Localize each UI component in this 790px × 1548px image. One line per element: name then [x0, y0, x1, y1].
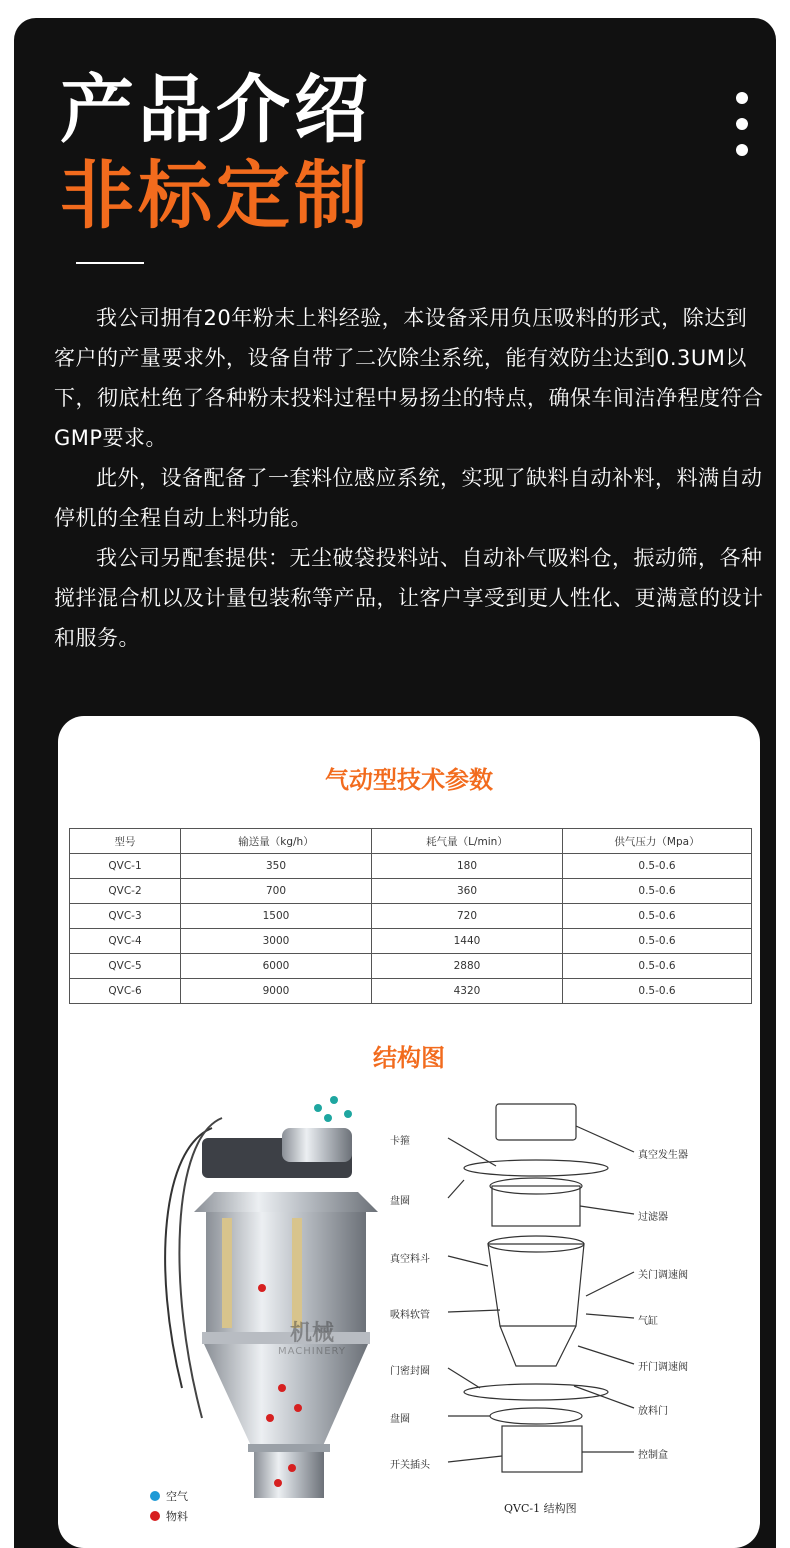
- table-cell: 0.5-0.6: [563, 979, 752, 1004]
- more-menu-icon[interactable]: [736, 92, 752, 170]
- table-cell: 350: [181, 854, 372, 879]
- table-cell: QVC-2: [70, 879, 181, 904]
- table-cell: 0.5-0.6: [563, 879, 752, 904]
- table-cell: 0.5-0.6: [563, 854, 752, 879]
- table-row: [70, 854, 752, 879]
- diagram-label-left: 吸料软管: [390, 1310, 430, 1321]
- table-cell: 720: [372, 904, 563, 929]
- dark-panel: [14, 18, 776, 1548]
- table-row: [70, 904, 752, 929]
- intro-paragraph: 此外，设备配备了一套料位感应系统，实现了缺料自动补料，料满自动停机的全程自动上料功能。: [54, 466, 763, 530]
- table-row: [70, 979, 752, 1004]
- diagram-label-left: 开关插头: [390, 1460, 430, 1471]
- intro-paragraph: 我公司拥有20年粉末上料经验，本设备采用负压吸料的形式，除达到客户的产量要求外，设备自带了二次除尘系统，能有效防尘达到0.3UM以下，彻底杜绝了各种粉末投料过程中易扬尘的特点，确保车间洁净程度符合GMP要求。: [54, 306, 764, 450]
- table-cell: 700: [181, 879, 372, 904]
- spec-card: [58, 716, 760, 1548]
- diagram-label-right: 真空发生器: [638, 1150, 688, 1161]
- legend-air: 空气: [150, 1488, 188, 1504]
- diagram-label-left: 卡箍: [390, 1136, 410, 1147]
- title-divider: [76, 262, 144, 264]
- table-cell: 1440: [372, 929, 563, 954]
- diagram-label-right: 过滤器: [638, 1212, 668, 1223]
- intro-paragraph: 我公司另配套提供：无尘破袋投料站、自动补气吸料仓，振动筛，各种搅拌混合机以及计量包装称等产品，让客户享受到更人性化、更满意的设计和服务。: [54, 546, 764, 650]
- diagram-label-right: 控制盒: [638, 1450, 668, 1461]
- column-header: 供气压力（Mpa）: [563, 829, 752, 854]
- diagram-label-left: 真空料斗: [390, 1254, 430, 1265]
- table-cell: 9000: [181, 979, 372, 1004]
- table-cell: 3000: [181, 929, 372, 954]
- table-header-row: [70, 829, 752, 854]
- table-cell: QVC-5: [70, 954, 181, 979]
- structure-diagram: [388, 1096, 718, 1546]
- page-subtitle: 非标定制: [60, 153, 372, 239]
- watermark-en: MACHINERY: [278, 1346, 346, 1357]
- intro-text: [54, 298, 766, 658]
- diagram-label-right: 开门调速阀: [638, 1362, 688, 1373]
- spec-table: [69, 828, 752, 1004]
- column-header: 输送量（kg/h）: [181, 829, 372, 854]
- table-cell: 2880: [372, 954, 563, 979]
- spec-table-title: 气动型技术参数: [325, 766, 493, 794]
- structure-title: 结构图: [373, 1044, 445, 1072]
- table-row: [70, 929, 752, 954]
- table-cell: QVC-4: [70, 929, 181, 954]
- diagram-caption: QVC-1 结构图: [504, 1502, 577, 1515]
- table-cell: 0.5-0.6: [563, 929, 752, 954]
- table-cell: QVC-6: [70, 979, 181, 1004]
- table-cell: 360: [372, 879, 563, 904]
- page-title: 产品介绍: [60, 67, 372, 153]
- diagram-label-left: 盘圈: [390, 1196, 410, 1207]
- diagram-label-right: 关门调速阀: [638, 1270, 688, 1281]
- table-cell: 180: [372, 854, 563, 879]
- diagram-label-left: 门密封圈: [390, 1366, 430, 1377]
- table-row: [70, 954, 752, 979]
- table-cell: 0.5-0.6: [563, 904, 752, 929]
- table-cell: 4320: [372, 979, 563, 1004]
- table-cell: 0.5-0.6: [563, 954, 752, 979]
- table-cell: QVC-1: [70, 854, 181, 879]
- diagram-label-right: 放料门: [638, 1406, 668, 1417]
- watermark-cn: 机械: [290, 1321, 335, 1346]
- table-row: [70, 879, 752, 904]
- column-header: 耗气量（L/min）: [372, 829, 563, 854]
- table-cell: QVC-3: [70, 904, 181, 929]
- machine-photo: [142, 1088, 392, 1518]
- legend-material: 物料: [150, 1508, 188, 1524]
- diagram-label-left: 盘圈: [390, 1414, 410, 1425]
- column-header: 型号: [70, 829, 181, 854]
- table-cell: 1500: [181, 904, 372, 929]
- diagram-label-right: 气缸: [638, 1316, 658, 1327]
- table-cell: 6000: [181, 954, 372, 979]
